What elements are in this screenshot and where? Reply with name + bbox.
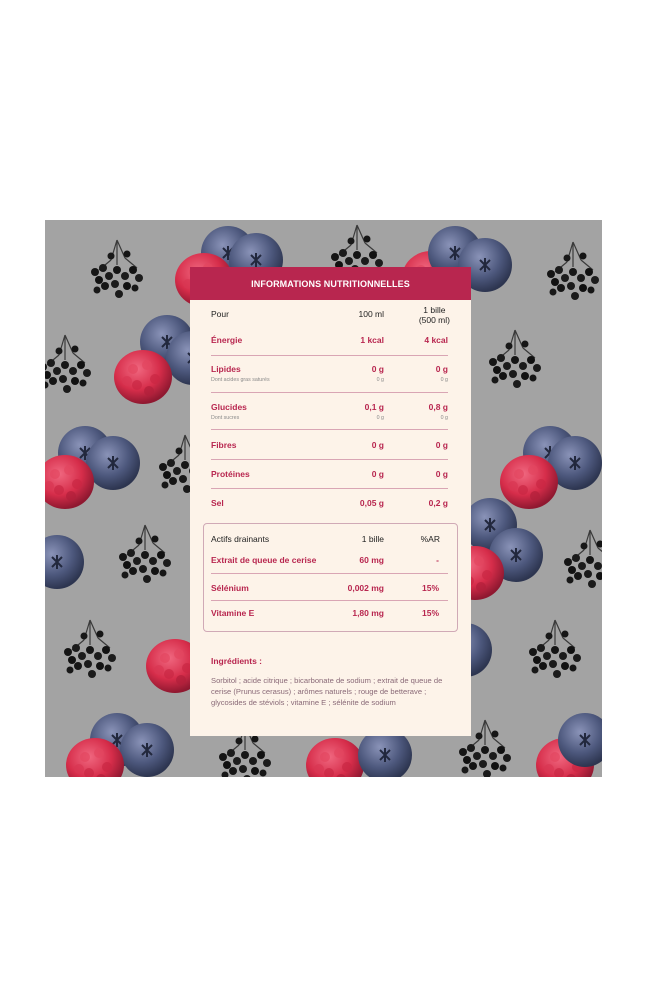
header-label: Pour	[211, 309, 229, 319]
nutrition-card: INFORMATIONS NUTRITIONNELLES Pour 100 ml 1 bille (500 ml) Énergie 1 kcal 4 kcal Lipides 0 g 0 g Dont acides gras saturés 0 g 0 g Glucides 0,1 g 0,8 g Dont sucres 0 g 0 g Fibres 0 g 0 g Protéines 0 g 0 g Sel 0,05 g 0,2 g Actifs drainants 1 bille %AR Extrait de queue de cerise 60 mg - Sélénium 0,002 mg 15% Vitamine E 1,80 mg 15% Ingrédients : Sorbitol ; acide citrique ; bicarbonate de sodium ; extrait de queue de cerise (Prunus cerasus) ; arômes naturels ; rouge de betterave ; glycosides de stéviols ; vitamine E ; sélénite de sodium	[190, 267, 471, 736]
divider	[211, 600, 448, 601]
divider	[211, 488, 448, 489]
divider	[211, 573, 448, 574]
header-col1: 100 ml	[358, 309, 384, 319]
divider	[211, 429, 448, 430]
divider	[211, 355, 448, 356]
header-col2: 1 bille (500 ml)	[418, 305, 450, 325]
ingredients-title: Ingrédients :	[211, 656, 263, 666]
ingredients-text: Sorbitol ; acide citrique ; bicarbonate de sodium ; extrait de queue de cerise (Prunus cerasus) ; arômes naturels ; rouge de betterave ; glycosides de stéviols ; vitamine E ; sélénite de sodium	[211, 676, 443, 707]
divider	[211, 459, 448, 460]
nutrition-title: INFORMATIONS NUTRITIONNELLES	[190, 267, 471, 300]
divider	[211, 392, 448, 393]
